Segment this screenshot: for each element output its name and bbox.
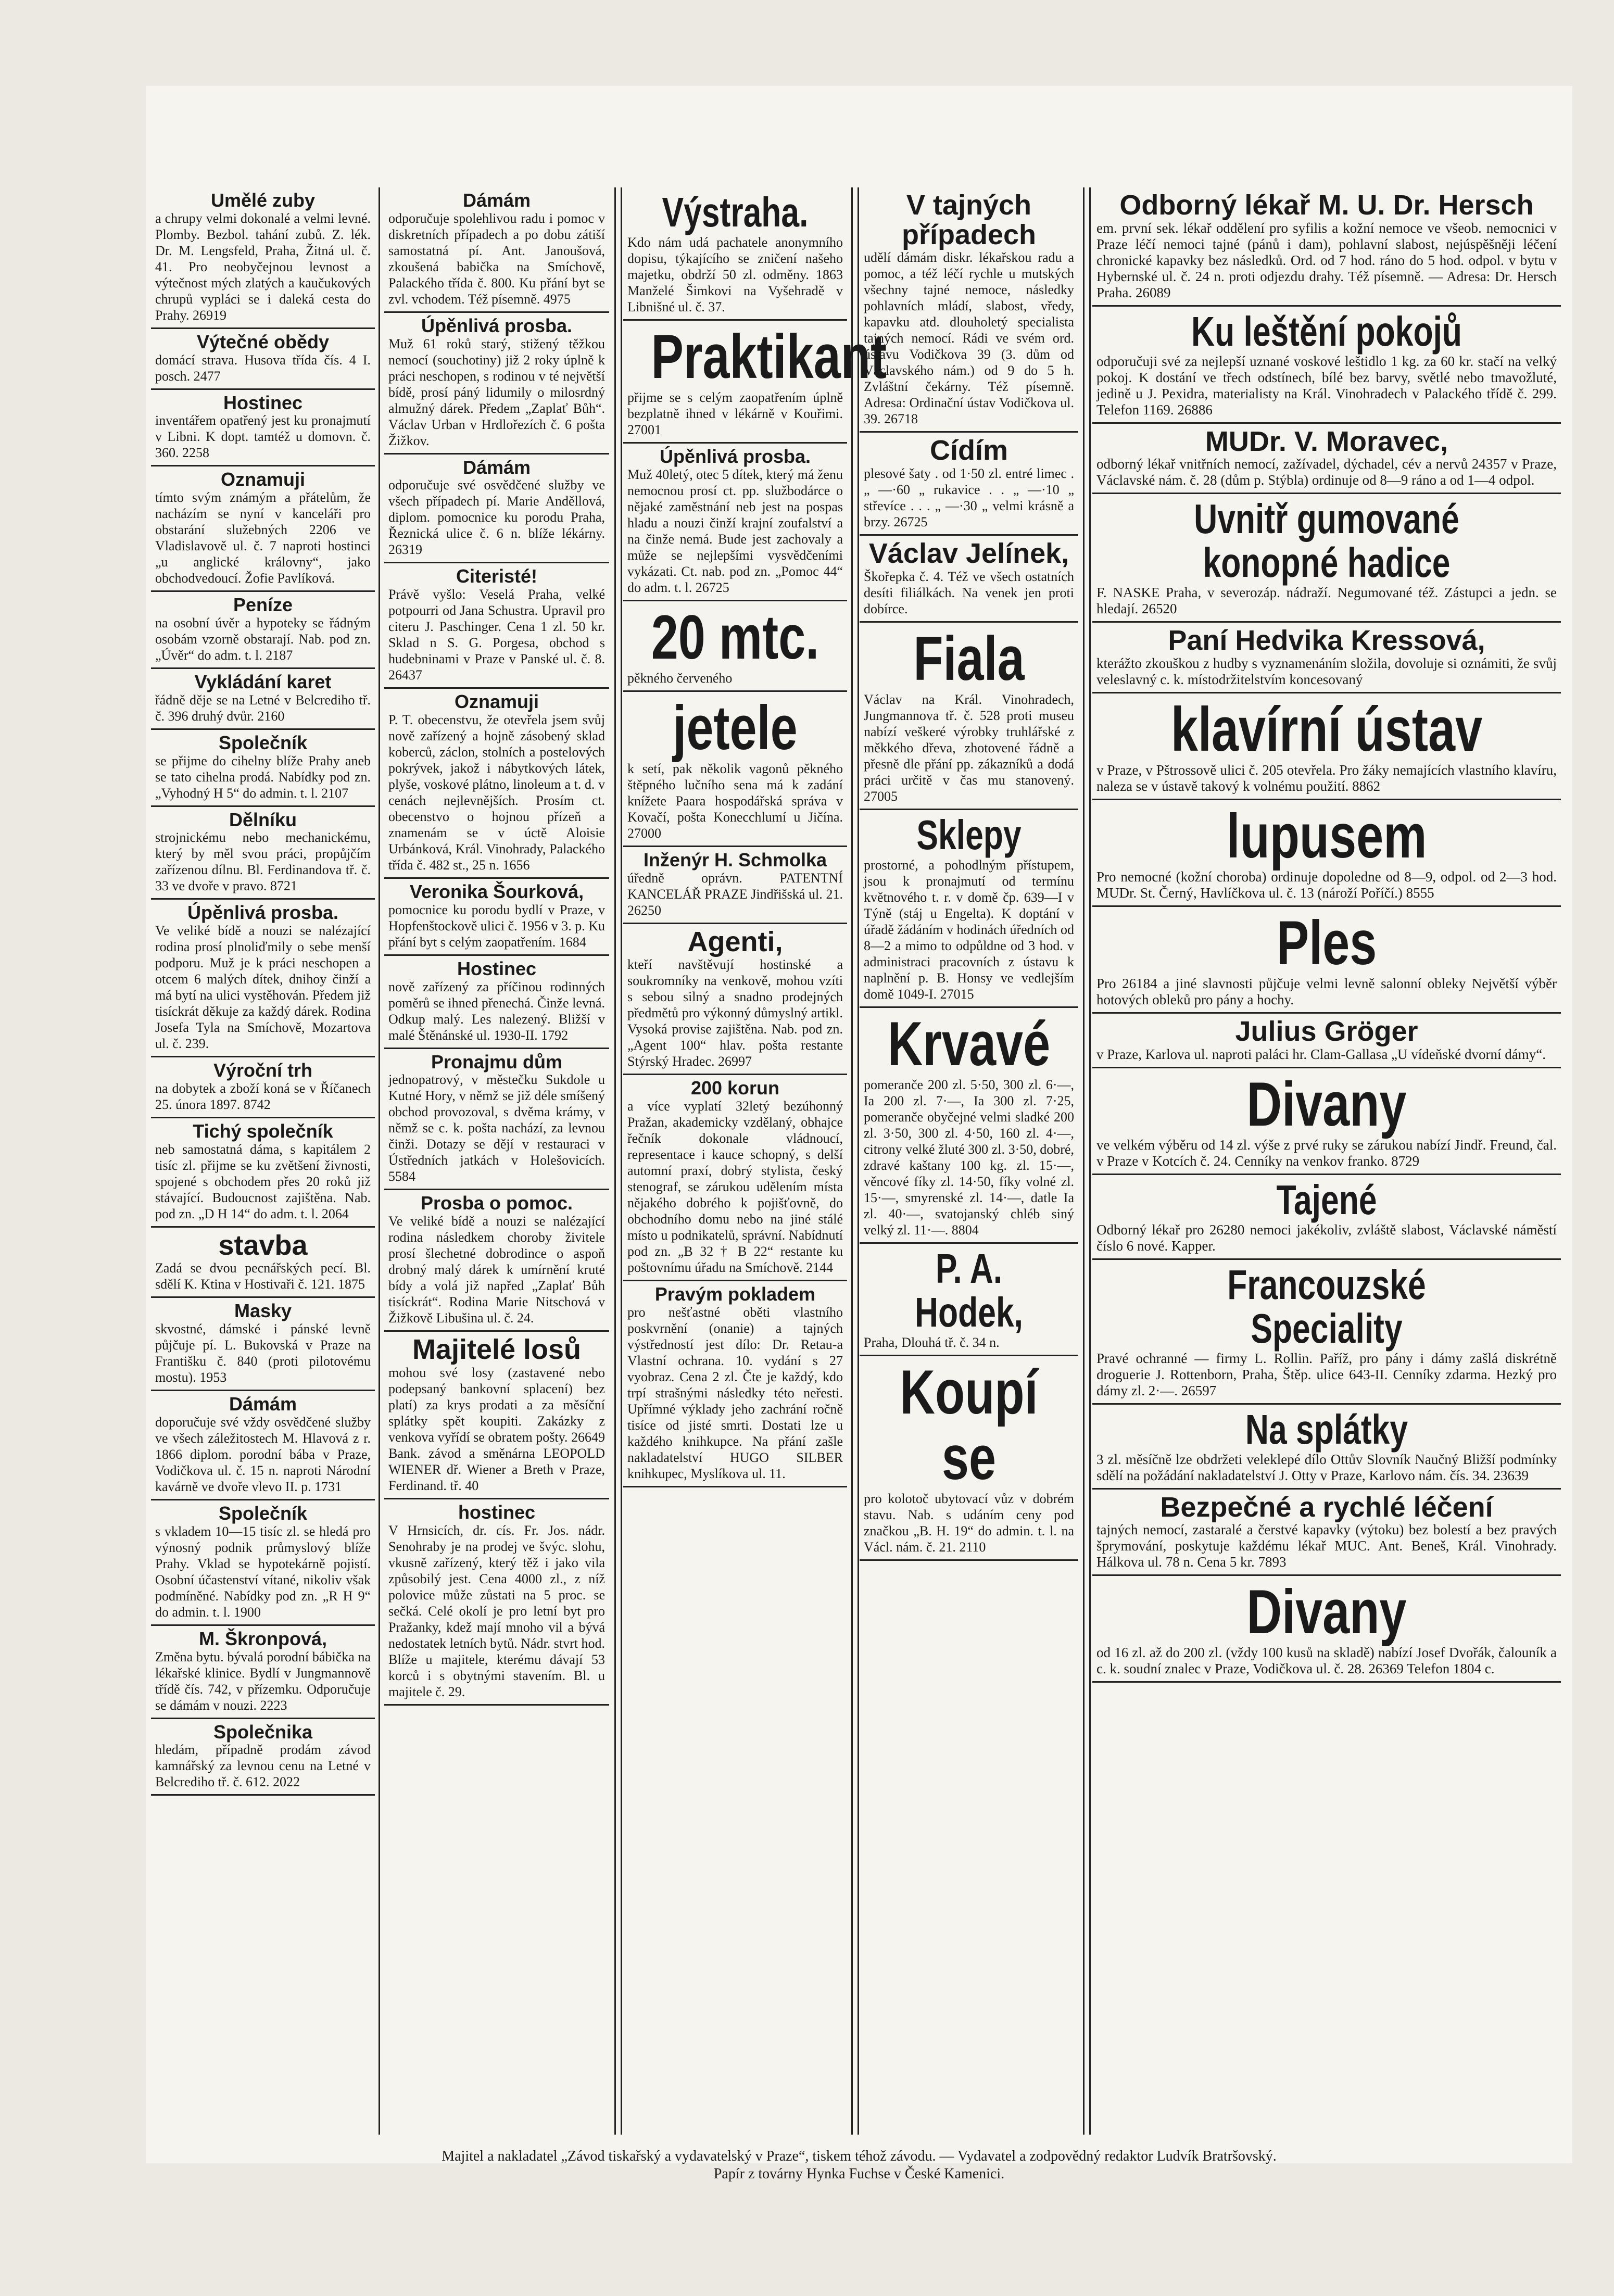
advertisement-krvave bbox=[860, 1008, 1078, 1244]
advertisement-sklepy bbox=[860, 810, 1078, 1008]
ad-body-text: úředně oprávn. PATENTNÍ KANCELÁŘ PRAZE Jindřišská ul. 21. 26250 bbox=[627, 870, 843, 918]
advertisement-vytecne-obedy bbox=[151, 329, 375, 390]
ad-headline: Společník bbox=[218, 1503, 308, 1524]
ad-headline: V tajných případech bbox=[901, 190, 1037, 250]
ad-headline: 20 mtc. bbox=[651, 602, 819, 672]
ad-body-text: Václav na Král. Vinohradech, Jungmannova tř. č. 528 proti museu nabízí veškeré výrobky truhlářské z měkkého dřeva, zhotovené řádně a přesně dle přání pp. zákazníků a dodá práci určitě v čas mu stanovený. 27005 bbox=[864, 691, 1074, 804]
advertisement-ples bbox=[1092, 907, 1561, 1014]
advertisement-divany bbox=[1092, 1068, 1561, 1175]
ad-headline: Paní Hedvika Kressová, bbox=[1168, 625, 1485, 657]
advertisement-jetele bbox=[623, 692, 847, 847]
ad-body-text: Pravé ochranné — firmy L. Rollin. Paříž, pro pány i dámy zašlá diskrétně droguerie J. Rottenborn, Praha, Štěp. ulice 643-II. Cenníky zdarma. Hezký pro dámy zl. 2·—. 26597 bbox=[1096, 1350, 1557, 1398]
advertisement-hostinec bbox=[384, 956, 609, 1049]
ad-body-text: řádně děje se na Letné v Belcrediho tř. č. 396 druhý dvůr. 2160 bbox=[155, 692, 371, 724]
advertisement-klavirni-ustav bbox=[1092, 693, 1561, 800]
ad-headline: Ku leštění pokojů bbox=[1191, 308, 1462, 355]
advertisement-vykladani-karet bbox=[151, 669, 375, 730]
ad-headline: Veronika Šourková, bbox=[409, 880, 584, 902]
advertisement-agenti bbox=[623, 924, 847, 1076]
ad-headline: Oznamuji bbox=[454, 691, 539, 713]
ad-body-text: skvostné, dámské i pánské levně půjčuje pí. L. Bukovská v Praze na Františku č. 840 (proti pilotovému mostu). 1953 bbox=[155, 1321, 371, 1385]
advertisement-inzenyr-h-schmolka bbox=[623, 847, 847, 924]
ad-headline: Julius Gröger bbox=[1235, 1016, 1418, 1048]
ad-headline: Dámám bbox=[229, 1393, 297, 1415]
advertisement-tajene bbox=[1092, 1175, 1561, 1260]
ad-headline: Umělé zuby bbox=[210, 190, 316, 211]
ad-headline: Hostinec bbox=[223, 392, 303, 413]
ad-headline: Praktikant bbox=[651, 322, 887, 392]
ad-headline: 200 korun bbox=[690, 1077, 780, 1099]
ad-headline: Inženýr H. Schmolka bbox=[643, 849, 827, 871]
ad-headline: Majitelé losů bbox=[412, 1334, 582, 1366]
column-2 bbox=[384, 187, 609, 2145]
ad-headline: Dělníku bbox=[229, 809, 297, 830]
advertisement-divany bbox=[1092, 1576, 1561, 1683]
ad-body-text: mohou své losy (zastavené nebo podepsaný bankovní splacení) bez platí) za krys prodati a za měsíční splátky spět koupiti. Zakázky z venkova vyřídí se obratem pošty. 26649 Bank. závod a směnárna LEOPOLD WIENER dř. Wiener a Breth v Praze, Ferdinand. tř. 40 bbox=[388, 1365, 605, 1493]
ad-headline: Bezpečné a rychlé léčení bbox=[1160, 1491, 1493, 1523]
ad-headline: Vykládání karet bbox=[194, 671, 332, 692]
ad-body-text: pro nešťastné oběti vlastního poskvrnění (onanie) a tajných výstředností jest dílo: Dr. Retau-a Vlastní ochrana. 10. vydání s 27 vyobraz. Cena 2 zl. Čte je každý, kdo trpí strašnými následky této neřesti. Upřímné výklady jeho zachrání ročně tisíce od jisté smrti. Dostati lze u každého knihkupce. Na přání zašle nakladatelství HUGO SILBER knihkupec, Myslíkova ul. 11. bbox=[627, 1304, 843, 1481]
ad-body-text: kterážto zkouškou z hudby s vyznamenáním složila, dovoluje si oznámiti, že svůj veleslavný c. k. místodržitelstvím koncesovaný bbox=[1096, 655, 1557, 688]
ad-headline: Masky bbox=[234, 1300, 292, 1322]
advertisement-stavba bbox=[151, 1228, 375, 1298]
ad-headline: Koupí se bbox=[900, 1357, 1038, 1493]
ad-headline: Prosba o pomoc. bbox=[420, 1192, 573, 1214]
advertisement-hostinec bbox=[151, 390, 375, 467]
advertisement-bezpecne-a-rychle-leceni bbox=[1092, 1490, 1561, 1576]
advertisement-odborny-lekar-m-u-dr-hersch bbox=[1092, 187, 1561, 307]
ad-headline: Výroční trh bbox=[213, 1059, 313, 1081]
ad-body-text: Kdo nám udá pachatele anonymního dopisu, týkajícího se zničení našeho majetku, obdrží 50 zl. odměny. 1863 Manželé Šimkovi na Vyšehradě v Libnišné ul. č. 37. bbox=[627, 235, 843, 314]
advertisement-tichy-spolecnik bbox=[151, 1118, 375, 1228]
ad-headline: Francouzské Speciality bbox=[1227, 1261, 1426, 1352]
advertisement-pani-hedvika-kressova bbox=[1092, 623, 1561, 693]
ad-body-text: Změna bytu. bývalá porodní bábička na lékařské klinice. Bydlí v Jungmannově třídě čís. 742, v přízemku. Odporučuje se dámám v nouzi. 2223 bbox=[155, 1649, 371, 1713]
advertisement-200-korun bbox=[623, 1075, 847, 1281]
imprint-line-1: Majitel a nakladatel „Závod tiskařský a vydavatelský v Praze“, tiskem téhož závodu. — Vydavatel a zodpovědný redaktor Ludvík Bratršovský. bbox=[442, 2148, 1277, 2164]
ad-headline: Na splátky bbox=[1245, 1406, 1408, 1453]
ad-headline: Oznamuji bbox=[220, 469, 306, 490]
advertisement-oznamuji bbox=[151, 466, 375, 592]
ad-body-text: Muž 40letý, otec 5 dítek, který má ženu nemocnou prosí ct. pp. službodárce o nějaké zaměstnání neb jest na pospas hladu a nouzi činží krajní zoufalství a na činže nemá. Bude jest zachovaly a může se nejlepšími vysvědčeními vykázati. Ct. nab. pod zn. „Pomoc 44“ do adm. t. l. 26725 bbox=[627, 466, 843, 595]
ad-headline: Fiala bbox=[913, 623, 1025, 693]
ad-body-text: tajných nemocí, zastaralé a čerstvé kapavky (výtoku) bez bolestí a bez pravých šprymování, poskytuje každému lékař MUC. Ant. Beneš, Král. Vinohrady. Hálkova ul. 78 n. Cena 5 kr. 7893 bbox=[1096, 1522, 1557, 1570]
ad-headline: Tajené bbox=[1276, 1176, 1377, 1223]
column-rule bbox=[614, 187, 622, 2135]
advertisement-upenliva-prosba bbox=[623, 444, 847, 601]
ad-body-text: odporučuji své za nejlepší uznané voskové leštidlo 1 kg. za 60 kr. stačí na velký pokoj. K dostání ve třech odstínech, bílé bez barvy, světlé nebo tmavožluté, jedině u J. Pexidra, materialisty na Král. Vinohradech v Palackého třídě č. 299. Telefon 1169. 26886 bbox=[1096, 353, 1557, 418]
ad-body-text: em. první sek. lékař oddělení pro syfilis a kožní nemoce ve všeob. nemocnici v Praze léčí nemoci tajné (pánů i dam), pohlavní slabost, nejúspěšněji léčení chronické kapavky bez následků. Ord. od 7 hod. ráno do 5 hod. odpol. v bytu v Hybernské ul. č. 24 n. proti odjezdu drahy. Též písemně. — Adresa: Dr. Hersch Praha. 26089 bbox=[1096, 220, 1557, 300]
column-rule bbox=[851, 187, 859, 2135]
ad-body-text: Pro nemocné (kožní choroba) ordinuje dopoledne od 8—9, odpol. od 2—3 hod. MUDr. St. Černý, Havlíčkova ul. č. 13 (nároží Poříčí.) 8555 bbox=[1096, 869, 1557, 901]
ad-body-text: k setí, pak několik vagonů pěkného štěpného lučního sena má k zadání knížete Paara hospodářská správa v Kovačí, pošta Konecchlumí u Jičína. 27000 bbox=[627, 761, 843, 841]
advertisement-julius-groger bbox=[1092, 1014, 1561, 1068]
ad-headline: Tichý společník bbox=[193, 1120, 333, 1142]
ad-headline: Sklepy bbox=[916, 811, 1022, 858]
ad-headline: Dámám bbox=[462, 190, 531, 211]
advertisement-uvnitr-gumovane-konopne-hadice bbox=[1092, 494, 1561, 623]
ad-body-text: udělí dámám diskr. lékařskou radu a pomoc, a též léčí rychle u mutských všechny tajné nemoce, následky pohlavních mládí, slabost, vředy, kapavku atd. dlouholetý specialista tajných nemocí. Rádi ve svém ord. ústavu Vodičkova 39 (3. dům od Václavského nám.) od 9 do 5 h. Zvláštní čekárny. Též písemně. Adresa: Ordinační ústav Vodičkova ul. 39. 26718 bbox=[864, 250, 1074, 427]
ad-body-text: na osobní úvěr a hypoteky se řádným osobám vzorně obstarají. Nab. pod zn. „Úvěr“ do adm. t. l. 2187 bbox=[155, 615, 371, 663]
column-rule bbox=[379, 187, 380, 2135]
advertisement-veronika-sourkova bbox=[384, 879, 609, 956]
advertisement-oznamuji bbox=[384, 689, 609, 879]
ad-headline: Krvavé bbox=[887, 1008, 1051, 1079]
ad-body-text: inventářem opatřený jest ku pronajmutí v Libni. K dopt. tamtéž u domovn. č. 360. 2258 bbox=[155, 413, 371, 461]
advertisement-koupi-se bbox=[860, 1356, 1078, 1561]
ad-body-text: a více vyplatí 32letý bezúhonný Pražan, akademicky vzdělaný, obhajce řečník dokonale vládnoucí, representace i kauce schopný, s delší automní praxí, dobrý stylista, český stenograf, se zárukou udělením místa nějakého dobrého k pojišťovně, do obchodního domu nebo na jiné stálé místo u podnikatelů, správní. Nabídnutí pod zn. „B 32 † B 22“ restante ku poštovnímu úřadu na Smíchově. 2144 bbox=[627, 1099, 843, 1276]
ad-headline: Ples bbox=[1276, 908, 1377, 978]
ad-body-text: neb samostatná dáma, s kapitálem 2 tisíc zl. přijme se ku zvětšení živnosti, spojené s obchodem přes 20 roků již stávající. Budoucnost zajištěna. Nab. pod zn. „D H 14“ do adm. t. l. 2064 bbox=[155, 1141, 371, 1221]
ad-body-text: pomeranče 200 zl. 5·50, 300 zl. 6·—, Ia 200 zl. 7·—, Ia 300 zl. 7·25, pomeranče obyčejné velmi sladké 200 zl. 3·50, 300 zl. 4·50, 160 zl. 4·—, citrony velké žluté 300 zl. 3·50, dobré, zdravé kaštany 100 kg. zl. 15·—, věncové fíky zl. 14·50, fíky volné zl. 15·—, smyrenské zl. 14·—, datle Ia zl. 40·—, svatojanský chléb siný velký zl. 11·—. 8804 bbox=[864, 1077, 1074, 1238]
ad-body-text: tímto svým známým a přátelům, že nacházím se nyní v kanceláři pro obstarání služebných 2206 ve Vladislavově ul. č. 7 naproti hostinci „u anglické královny“, jako obchodvedoucí. Žofie Pavlíková. bbox=[155, 490, 371, 586]
column-3 bbox=[623, 187, 887, 2145]
advertisement-umele-zuby bbox=[151, 187, 375, 329]
advertisement-citeriste bbox=[384, 563, 609, 689]
ad-headline: Dámám bbox=[462, 456, 531, 478]
ad-body-text: Ve veliké bídě a nouzi se nalézající rodina prosí plnoliďmily o sebe menší podporu. Muž je k práci neschopen a otcem 6 malých dítek, dnihoy činží a má bytí na ulici vystěhován. Předem již tisíckrát děkuje za každý dárek. Rodina Josefa Tyla na Smíchově, Mozartova ul. č. 239. bbox=[155, 923, 371, 1052]
advertisement-pravym-pokladem bbox=[623, 1281, 847, 1487]
imprint-line-2: Papír z továrny Hynka Fuchse v České Kamenici. bbox=[713, 2166, 1005, 2182]
column-1 bbox=[151, 187, 375, 2145]
advertisement-fiala bbox=[860, 623, 1078, 810]
ad-headline: M. Škronpová, bbox=[198, 1628, 327, 1649]
advertisement-upenliva-prosba bbox=[151, 900, 375, 1057]
ad-headline: jetele bbox=[673, 692, 798, 763]
advertisement-lupusem bbox=[1092, 800, 1561, 907]
ad-body-text: Ve veliké bídě a nouzi se nalézající rodina následkem choroby živitele prosí šlechetné dobrodince o aspoň drobný malý dárek k umírnění kruté bídy a volá již napřed „Zaplať Bůh tisíckrát“. Rodina Marie Nitschová v Žižkově Libušina ul. č. 24. bbox=[388, 1214, 605, 1326]
ad-headline: Agenti, bbox=[687, 926, 783, 957]
ad-body-text: Praha, Dlouhá tř. č. 34 n. bbox=[864, 1334, 1000, 1350]
ad-body-text: na dobytek a zboží koná se v Říčanech 25. února 1897. 8742 bbox=[155, 1080, 371, 1112]
ad-body-text: Škořepka č. 4. Též ve všech ostatních desíti filiálkách. Na venek jen proti dobírce. bbox=[864, 569, 1074, 616]
advertisement-damam bbox=[151, 1391, 375, 1500]
ad-body-text: doporučuje své vždy osvědčené služby ve všech záležitostech M. Hlavová z r. 1866 diplom. porodní bába v Praze, Vodičkova ul. č. 15 n. naproti Národní kavárně ve dvoře vlevo II. p. 1731 bbox=[155, 1415, 371, 1495]
advertisement-mudr-v-moravec bbox=[1092, 424, 1561, 495]
advertisement-praktikant bbox=[623, 321, 887, 444]
ad-headline: Výstraha. bbox=[662, 189, 809, 235]
imprint-footer bbox=[146, 2148, 1572, 2183]
ad-body-text: jednopatrový, v městečku Sukdole u Kutné Hory, v němž se již déle smíšený obchod provozoval, s dvěma krámy, v němž se c. k. pošta nachází, za levnou činži. Dotazy se dějí v restauraci v Ústředních jatkách v Holešovicích. 5584 bbox=[388, 1072, 605, 1184]
ad-headline: Výtečné obědy bbox=[196, 331, 330, 352]
advertisement-p-a-hodek bbox=[860, 1244, 1078, 1356]
advertisement-delniku bbox=[151, 807, 375, 900]
ad-headline: Společnika bbox=[213, 1721, 313, 1743]
column-4 bbox=[860, 187, 1078, 2145]
ad-body-text: od 16 zl. až do 200 zl. (vždy 100 kusů na skladě) nabízí Josef Dvořák, čalouník a c. k. soudní znalec v Praze, Vodičkova ul. č. 28. 26369 Telefon 1804 c. bbox=[1096, 1645, 1557, 1677]
advertisement-upenliva-prosba bbox=[384, 313, 609, 455]
ad-headline: lupusem bbox=[1226, 801, 1427, 872]
advertisement-spolecnik bbox=[151, 1500, 375, 1626]
ad-body-text: odporučuje své osvědčené služby ve všech případech pí. Marie Anděllová, diplom. pomocnice ku porodu Praha, Řeznická ulice č. 6 n. blíže lékárny. 26319 bbox=[388, 477, 605, 558]
advertisement-damam bbox=[384, 187, 609, 313]
advertisement-vystraha bbox=[623, 187, 847, 321]
ad-body-text: pomocnice ku porodu bydlí v Praze, v Hopfenštockově ulici č. 1956 v 3. p. Ku přání byt s celým zaopatřením. 1684 bbox=[388, 902, 605, 950]
ad-headline: Václav Jelínek, bbox=[868, 538, 1069, 570]
ad-headline: Divany bbox=[1246, 1069, 1407, 1139]
ad-body-text: v Praze, v Pštrossově ulici č. 205 otevřela. Pro žáky nemajících vlastního klavíru, naleza se v ústavě takový k volnému použití. 8862 bbox=[1096, 762, 1557, 794]
ad-headline: Úpěnlivá prosba. bbox=[421, 314, 573, 336]
ad-body-text: plesové šaty . od 1·50 zl. entré limec . „ —·60 „ rukavice . . „ —·10 „ střevíce . . . „ —·30 „ velmi krásně a brzy. 26725 bbox=[864, 466, 1074, 530]
advertisement-prosba-o-pomoc bbox=[384, 1190, 609, 1332]
ad-body-text: Zadá se dvou pecnářských pecí. Bl. sdělí K. Ktina v Hostivaři č. 121. 1875 bbox=[155, 1260, 371, 1292]
ad-body-text: Právě vyšlo: Veselá Praha, velké potpourri od Jana Schustra. Upravil pro citeru J. Paschinger. Cena 1 zl. 50 kr. Sklad n S. G. Porgesa, obchod s hudebninami v Praze v Panské ul. č. 8. 26437 bbox=[388, 587, 605, 683]
ad-headline: Pravým pokladem bbox=[654, 1283, 816, 1305]
ad-body-text: 3 zl. měsíčně lze obdržeti veleklepé dílo Ottův Slovník Naučný Bližší podmínky sdělí na požádání nakladatelství J. Otty v Praze, Karlovo nám. čís. 34. 23639 bbox=[1096, 1451, 1557, 1483]
advertisement-vyrocni-trh bbox=[151, 1057, 375, 1118]
newspaper-page bbox=[146, 86, 1572, 2182]
advertisement-majitele-losu bbox=[384, 1332, 609, 1499]
ad-body-text: Odborný lékař pro 26280 nemoci jakékoliv, zvláště slabost, Václavské náměstí číslo 6 nové. Kapper. bbox=[1096, 1221, 1557, 1254]
ad-body-text: ve velkém výběru od 14 zl. výše z prvé ruky se zárukou nabízí Jindř. Freund, čal. v Praze v Kotcích č. 24. Cenníky na venkov franko. 8729 bbox=[1096, 1137, 1557, 1169]
ad-headline: Úpěnlivá prosba. bbox=[187, 902, 339, 924]
advertisement-v-tajnych-pripadech bbox=[860, 187, 1078, 433]
advertisement-francouzske-speciality bbox=[1092, 1260, 1561, 1405]
ad-body-text: P. T. obecenstvu, že otevřela jsem svůj nově zařízený a hojně zásobený sklad koberců, záclon, stolních a postelových pokrývek, jakož i nábytkových látek, plyše, voskové plátno, linoleum a t. d. v cenách nejlevnějších. Prosím ct. obecenstvo o hojnou přízeň a znamenám se v úctě Aloisie Urbánková, Král. Vinohrady, Palackého třída č. 482 st., 25 n. 1656 bbox=[388, 712, 605, 873]
ad-body-text: nově zařízený za příčinou rodinných poměrů se ihned přenechá. Činže levná. Odkup malý. Les nalezený. Bližší v malé Štěnánské ul. 1930-II. 1792 bbox=[388, 979, 605, 1043]
ad-headline: Pronajmu dům bbox=[431, 1051, 563, 1073]
advertisement-spolecnika bbox=[151, 1719, 375, 1796]
ad-body-text: V Hrnsicích, dr. cís. Fr. Jos. nádr. Senohraby je na prodej ve švýc. slohu, vkusně zařízený, který těž i jako vila způsobilý jest. Cena 4000 zl., z níž polovice může zůstati na 5 proc. se sečká. Celé okolí je pro letní byt pro Pražanky, kdež mají mnoho vil a bývá nedostatek letních bytů. Nádr. stvrt hod. Blíže u majitele, kterému dávají 53 korců i s obytnými stavením. Bl. u majitele č. 29. bbox=[388, 1522, 605, 1699]
ad-headline: Hostinec bbox=[457, 957, 537, 979]
ad-body-text: F. NASKE Praha, v severozáp. nádraží. Negumované též. Zástupci a jedn. se hledají. 26520 bbox=[1096, 585, 1557, 617]
column-rule bbox=[1083, 187, 1091, 2135]
advertisement-20-mtc bbox=[623, 601, 847, 692]
ad-body-text: pěkného červeného bbox=[627, 670, 733, 686]
column-5 bbox=[1092, 187, 1561, 2145]
ad-headline: stavba bbox=[218, 1229, 308, 1261]
ad-headline: MUDr. V. Moravec, bbox=[1205, 425, 1448, 457]
ad-body-text: v Praze, Karlova ul. naproti paláci hr. Clam-Gallasa „U vídeňské dvorní dámy“. bbox=[1096, 1046, 1546, 1062]
advertisement-penize bbox=[151, 592, 375, 669]
ad-body-text: hledám, případně prodám závod kamnářský za levnou cenu na Letné v Belcrediho tř. č. 612. 2022 bbox=[155, 1742, 371, 1790]
ad-headline: Peníze bbox=[233, 594, 293, 616]
ad-headline: hostinec bbox=[458, 1501, 536, 1523]
advertisement-pronajmu-dum bbox=[384, 1049, 609, 1191]
ad-headline: Citeristé! bbox=[456, 565, 538, 587]
advertisement-damam bbox=[384, 455, 609, 564]
ad-body-text: kteří navštěvují hostinské a soukromníky na venkově, mohou vzíti s sebou silný a snadno prodejných předmětů pro výkonný důmyslný artikl. Vysoká provise zajištěna. Nab. pod zn. „Agent 100“ hlav. pošta restante Stýrský Hradec. 26997 bbox=[627, 957, 843, 1069]
advertisement-ku-lesteni-pokoju bbox=[1092, 307, 1561, 424]
ad-headline: klavírní ústav bbox=[1170, 695, 1483, 765]
ad-body-text: a chrupy velmi dokonalé a velmi levné. Plomby. Bezbol. tahání zubů. Z. lék. Dr. M. Lengsfeld, Praha, Žitná ul. č. 41. Pro neobyčejnou levnost a výtečnost mých zlatých a kaučukových chrupů vypláci se i daleká cesta do Prahy. 26919 bbox=[155, 210, 371, 323]
ad-body-text: strojnickému nebo mechanickému, který by měl svou práci, propůjčím zařízenou dílnu. Bl. Ferdinandova tř. č. 33 ve dvoře v pravo. 8721 bbox=[155, 830, 371, 894]
ad-body-text: Pro 26184 a jiné slavnosti půjčuje velmi levně salonní obleky Největší výběr hotových obleků pro pány a hochy. bbox=[1096, 976, 1557, 1008]
advertisement-spolecnik bbox=[151, 730, 375, 807]
ad-body-text: Muž 61 roků starý, stižený těžkou nemocí (souchotiny) již 2 roky úplně k práci neschopen, s rodinou v té největší bídě, prosí páný lidumily o milosrdný almužný dárek. Předem „Zaplať Bůh“. Václav Urban v Hrdlořezích č. 6 pošta Žižkov. bbox=[388, 336, 605, 448]
ad-body-text: odporučuje spolehlivou radu i pomoc v diskretních případech a po dobu zátiší samostatná pí. Ant. Janoušová, zkoušená babička na Smíchově, Palackého třída č. 800. Ku přání byt se zvl. vchodem. Též písemně. 4975 bbox=[388, 210, 605, 307]
ad-headline: P. A. Hodek, bbox=[914, 1245, 1024, 1335]
ad-headline: Společník bbox=[218, 731, 308, 753]
advertisement-cidim bbox=[860, 433, 1078, 536]
ad-headline: Odborný lékař M. U. Dr. Hersch bbox=[1119, 190, 1534, 221]
ad-headline: Divany bbox=[1246, 1577, 1407, 1647]
ad-body-text: domácí strava. Husova třída čís. 4 I. posch. 2477 bbox=[155, 352, 371, 384]
ad-body-text: přijme se s celým zaopatřením úplně bezplatně ihned v lékárně v Kouřimi. 27001 bbox=[627, 390, 843, 437]
ad-headline: Cídím bbox=[929, 435, 1008, 466]
ad-body-text: pro kolotoč ubytovací vůz v dobrém stavu. Nab. s udáním ceny pod značkou „B. H. 19“ do admin. t. l. na Václ. nám. č. 21. 2110 bbox=[864, 1491, 1074, 1555]
ad-body-text: prostorné, a pohodlným přístupem, jsou k pronajmutí od termínu květnového t. r. v domě čp. 639—I v Týně (stáj u Engelta). K doptání v úřadě žádáním v hodinách úředních od 8—2 a mimo to odpůldne od 3 hod. v administraci pracovních z ústavu k naplnění p. B. Honsy ve vedlejším domě 1049-I. 27015 bbox=[864, 857, 1074, 1002]
ad-headline: Úpěnlivá prosba. bbox=[659, 446, 811, 467]
ad-body-text: odborný lékař vnitřních nemocí, zažívadel, dýchadel, cév a nervů 24357 v Praze, Václavské nám. č. 28 (dům p. Stýbla) ordinuje od 8—9 ráno a od 1—4 odpol. bbox=[1096, 456, 1557, 488]
ad-headline: Uvnitř gumované konopné hadice bbox=[1194, 496, 1459, 586]
ad-body-text: se přijme do cihelny blíže Prahy aneb se tato cihelna prodá. Nabídky pod zn. „Vyhodný H 5“ do admin. t. l. 2107 bbox=[155, 753, 371, 801]
advertisement-masky bbox=[151, 1298, 375, 1391]
advertisement-hostinec bbox=[384, 1499, 609, 1706]
ad-body-text: s vkladem 10—15 tisíc zl. se hledá pro výnosný podnik průmyslový blíže Prahy. Vklad se hypotekárně pojistí. Osobní účastenství vítané, nikoliv však podmíněné. Nabídky pod zn. „R H 9“ do admin. t. l. 1900 bbox=[155, 1523, 371, 1620]
advertisement-m-skronpova bbox=[151, 1626, 375, 1719]
advertisement-vaclav-jelinek bbox=[860, 536, 1078, 623]
advertisement-na-splatky bbox=[1092, 1405, 1561, 1490]
